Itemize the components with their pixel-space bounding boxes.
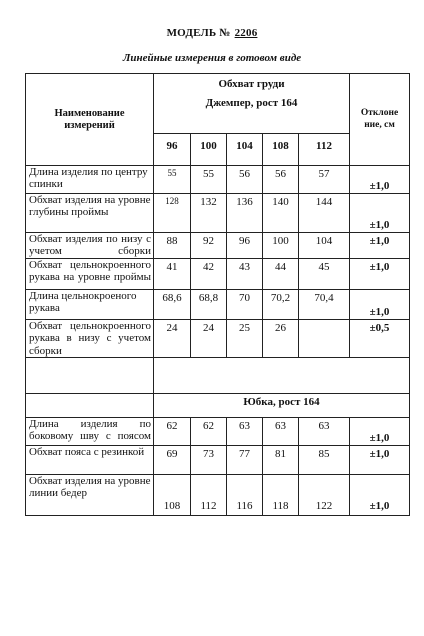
table-cell: 128 [154, 194, 191, 233]
table-row [26, 320, 410, 358]
table-cell: 132 [191, 194, 227, 233]
spacer-cell [26, 393, 154, 417]
table-row [26, 417, 410, 445]
deviation-cell: ±1,0 [350, 194, 410, 233]
deviation-cell: ±1,0 [350, 474, 410, 515]
document-subtitle: Линейные измерения в готовом виде [122, 52, 302, 64]
measurements-table [25, 73, 410, 516]
row-label: Обхват цельнокроенного рукава в низу с учетом сборки [26, 320, 154, 358]
table-cell: 24 [154, 320, 191, 358]
table-cell: 100 [263, 233, 299, 259]
table-cell: 69 [154, 445, 191, 474]
deviation-cell: ±0,5 [350, 320, 410, 358]
measurement-name-header: Наименование измерений [26, 74, 154, 166]
table-row [26, 445, 410, 474]
table-row [26, 259, 410, 290]
table-cell: 118 [263, 474, 299, 515]
table-cell: 57 [299, 166, 350, 194]
table-cell: 62 [191, 417, 227, 445]
table-cell: 62 [154, 417, 191, 445]
table-cell: 42 [191, 259, 227, 290]
table-cell: 73 [191, 445, 227, 474]
table-cell: 112 [191, 474, 227, 515]
bust-header: Обхват груди [218, 78, 285, 90]
table-cell: 26 [263, 320, 299, 358]
size-header-100: 100 [191, 134, 227, 166]
table-cell: 85 [299, 445, 350, 474]
table-cell: 43 [227, 259, 263, 290]
table-row [26, 194, 410, 233]
table-cell [299, 320, 350, 358]
deviation-cell: ±1,0 [350, 445, 410, 474]
size-header-112: 112 [299, 134, 350, 166]
row-label: Длина изделия по центру спинки [26, 166, 154, 194]
table-row [26, 233, 410, 259]
table-cell: 92 [191, 233, 227, 259]
model-number: 2206 [234, 27, 258, 39]
deviation-cell: ±1,0 [350, 166, 410, 194]
row-label: Обхват изделия на уровне глубины проймы [26, 194, 154, 233]
spacer-cell [26, 357, 154, 393]
row-label: Обхват цельнокроенного рукава на уровне проймы [26, 259, 154, 290]
table-cell: 70 [227, 290, 263, 320]
table-cell: 96 [227, 233, 263, 259]
row-label: Обхват изделия на уровне линии бедер [26, 474, 154, 515]
table-cell: 55 [191, 166, 227, 194]
table-cell: 108 [154, 474, 191, 515]
spacer-cell [154, 357, 410, 393]
deviation-cell: ±1,0 [350, 290, 410, 320]
table-cell: 116 [227, 474, 263, 515]
deviation-cell: ±1,0 [350, 233, 410, 259]
table-cell: 88 [154, 233, 191, 259]
model-heading [0, 27, 424, 39]
size-header-104: 104 [227, 134, 263, 166]
table-cell: 44 [263, 259, 299, 290]
deviation-header: Отклоне ние, см [350, 74, 410, 166]
deviation-cell: ±1,0 [350, 417, 410, 445]
table-cell: 81 [263, 445, 299, 474]
model-label: МОДЕЛЬ № [166, 27, 231, 39]
table-cell: 136 [227, 194, 263, 233]
table-cell: 41 [154, 259, 191, 290]
table-cell: 70,2 [263, 290, 299, 320]
table-cell: 63 [263, 417, 299, 445]
table-cell: 144 [299, 194, 350, 233]
row-label: Длина цельнокроеного рукава [26, 290, 154, 320]
table-cell: 45 [299, 259, 350, 290]
table-cell: 68,8 [191, 290, 227, 320]
table-cell: 122 [299, 474, 350, 515]
table-row [26, 290, 410, 320]
skirt-header: Юбка, рост 164 [154, 393, 410, 417]
size-header-96: 96 [154, 134, 191, 166]
table-cell: 63 [299, 417, 350, 445]
table-cell: 140 [263, 194, 299, 233]
size-header-108: 108 [263, 134, 299, 166]
table-cell: 25 [227, 320, 263, 358]
table-row [26, 474, 410, 515]
deviation-cell: ±1,0 [350, 259, 410, 290]
table-cell: 24 [191, 320, 227, 358]
table-cell: 56 [263, 166, 299, 194]
table-row [26, 166, 410, 194]
table-cell: 68,6 [154, 290, 191, 320]
table-cell: 104 [299, 233, 350, 259]
table-cell: 63 [227, 417, 263, 445]
table-cell: 70,4 [299, 290, 350, 320]
table-cell: 56 [227, 166, 263, 194]
jumper-header: Джемпер, рост 164 [205, 97, 298, 110]
row-label: Обхват изделия по низу с учетом сборки [26, 233, 154, 259]
size-group-header [154, 74, 350, 134]
row-label: Обхват пояса с резинкой [26, 445, 154, 474]
table-cell: 77 [227, 445, 263, 474]
table-cell: 55 [154, 166, 191, 194]
row-label: Длина изделия по боковому шву с поясом [26, 417, 154, 445]
